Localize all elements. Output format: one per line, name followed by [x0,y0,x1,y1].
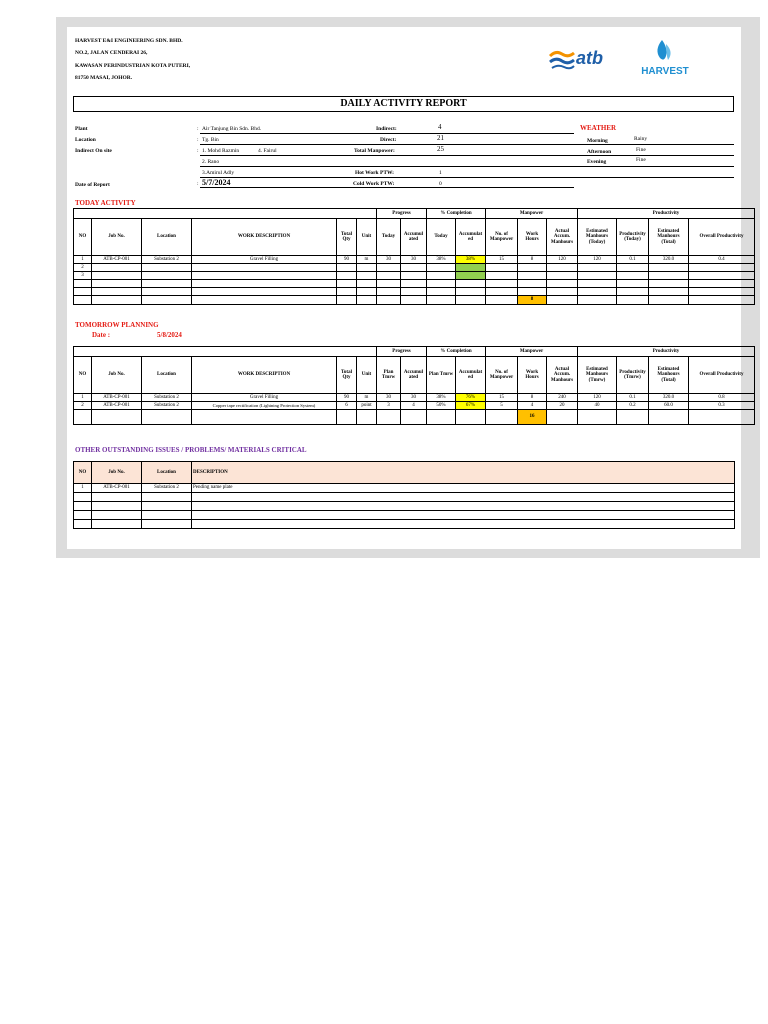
column-header: Plan Tmrw [427,357,456,394]
table-row [74,511,735,520]
company-name: HARVEST E&I ENGINEERING SDN. BHD. [75,38,183,44]
column-header: Plan Tmrw [377,357,401,394]
table-group-header-row [74,209,755,219]
weather-evening-label: Evening [587,159,607,165]
column-header: Estimated Manhours (Today) [578,219,617,256]
completion-group-header: % Completion [427,209,486,219]
progress-group-header: Progress [377,209,427,219]
column-header: Accumul ated [401,357,427,394]
location-value: Tg. Bin [202,137,219,143]
table-row [74,394,755,402]
column-header: Actual Accum. Manhours [547,219,578,256]
divider [200,155,734,156]
cold-work-ptw-label: Cold Work PTW: [353,181,395,187]
cell: ATB-CP-001 [92,256,142,264]
cell-highlighted: 76% [456,394,486,402]
cell: 1 [74,484,92,493]
indirect-name-4: 4. Fairul [258,148,277,154]
indirect-count-value: 4 [438,123,442,131]
table-header-row [74,462,735,484]
location-label: Location [75,137,96,143]
cold-work-ptw-value: 0 [439,181,442,187]
plant-value: Air Tanjung Bin Sdn. Bhd. [202,126,262,132]
cell: 15 [486,256,518,264]
cell: 3 [74,272,92,280]
cell: ATB-CP-001 [92,394,142,402]
cell: m [357,256,377,264]
cell: 8 [518,256,547,264]
column-header: NO [74,357,92,394]
indirect-onsite-label: Indirect On site [75,148,112,154]
company-address-1: NO.2, JALAN CENDERAI 26, [75,50,148,56]
indirect-count-label: Indirect: [376,126,397,132]
table-header-row [74,219,755,256]
cell: 240 [547,394,578,402]
cell-highlighted: 38% [456,256,486,264]
completion-group-header: % Completion [427,347,486,357]
column-header: Accumulat ed [456,357,486,394]
productivity-group-header: Productivity [578,209,755,219]
cell: 38% [427,394,456,402]
cell: 120 [578,256,617,264]
divider [200,177,734,178]
harvest-logo [636,38,694,78]
hot-work-ptw-value: 1 [439,170,442,176]
column-header: No. of Manpower [486,219,518,256]
divider [200,144,734,145]
total-work-hours: 8 [518,296,547,305]
cell: 30 [377,256,401,264]
cell: 30 [377,394,401,402]
table-total-row [74,410,755,425]
tomorrow-planning-heading: TOMORROW PLANNING [75,321,159,329]
column-header: NO [74,219,92,256]
indirect-name-1: 1. Mohd Razmin [202,148,240,154]
column-header: Actual Accum. Manhours [547,357,578,394]
table-row [74,502,735,511]
table-group-header-row [74,347,755,357]
table-row [74,264,755,272]
column-header: Today [427,219,456,256]
table-row [74,272,755,280]
cell: Substation 2 [142,256,192,264]
company-address-3: 81750 MASAI, JOHOR. [75,75,133,81]
table-row [74,288,755,296]
cell: m [357,394,377,402]
cell: Gravel Filling [192,256,337,264]
cell: 30 [401,394,427,402]
column-header: Unit [357,357,377,394]
cell: 2 [74,402,92,410]
atb-logo [548,44,620,74]
location-colon: : [197,137,199,143]
cell: 8 [518,394,547,402]
column-header: WORK DESCRIPTION [192,357,337,394]
report-title: DAILY ACTIVITY REPORT [73,96,734,112]
cell: 30 [401,256,427,264]
cell: 60.0 [649,402,689,410]
cell: 120 [547,256,578,264]
cell: 320.0 [649,256,689,264]
svg-text:HARVEST: HARVEST [641,66,689,77]
column-header: Overall Productivity [689,219,755,256]
column-header: NO [74,462,92,484]
column-header: Location [142,219,192,256]
column-header: Total Qty [337,219,357,256]
cell: 4 [401,402,427,410]
cell: 40 [578,402,617,410]
column-header: Work Hours [518,357,547,394]
cell-highlighted [456,272,486,280]
table-total-row [74,296,755,305]
column-header: Unit [357,219,377,256]
weather-afternoon-value: Fine [636,147,646,153]
table-row [74,493,735,502]
cell: 38% [427,256,456,264]
cell: Substation 2 [142,394,192,402]
column-header: Job No. [92,219,142,256]
cell: 0.2 [617,402,649,410]
cell: 20 [547,402,578,410]
table-row [74,402,755,410]
weather-morning-label: Morning [587,138,608,144]
cell: 90 [337,394,357,402]
cell: 2 [74,264,92,272]
column-header: Total Qty [337,357,357,394]
cell: 1 [74,256,92,264]
column-header: DESCRIPTION [192,462,735,484]
column-header: Today [377,219,401,256]
table-row [74,484,735,493]
cell: 50% [427,402,456,410]
productivity-group-header: Productivity [578,347,755,357]
divider [200,133,574,134]
weather-evening-value: Fine [636,157,646,163]
column-header: Job No. [92,462,142,484]
manpower-group-header: Manpower [486,347,578,357]
cell: 90 [337,256,357,264]
indirect-colon: : [197,148,199,154]
date-of-report-label: Date of Report [75,182,110,188]
cell: Pending name plate [192,484,735,493]
cell: 0.4 [689,256,755,264]
svg-text:atb: atb [576,48,603,68]
column-header: Accumul ated [401,219,427,256]
direct-count-label: Direct: [380,137,397,143]
weather-heading: WEATHER [580,124,617,132]
cell: ATB-CP-001 [92,402,142,410]
table-row [74,280,755,288]
cell: Gravel Filling [192,394,337,402]
column-header: Job No. [92,357,142,394]
cell: Substation 2 [142,484,192,493]
column-header: Overall Productivity [689,357,755,394]
cell: 320.0 [649,394,689,402]
cell: 15 [486,394,518,402]
cell: 4 [518,402,547,410]
plant-colon: : [197,126,199,132]
date-colon: : [197,181,199,187]
total-work-hours: 16 [518,410,547,425]
manpower-group-header: Manpower [486,209,578,219]
hot-work-ptw-label: Hot Work PTW: [355,170,395,176]
cell: 0.3 [689,402,755,410]
plant-label: Plant [75,126,88,132]
total-manpower-label: Total Manpower: [354,148,395,154]
tomorrow-planning-table [73,346,755,425]
indirect-name-3: 3.Amirul Adly [202,170,235,176]
column-header: Productivity (Tmrw) [617,357,649,394]
divider [200,166,734,167]
column-header: Work Hours [518,219,547,256]
total-manpower-value: 25 [437,145,444,153]
cell: Copper tape rectification (Lightning Protection System) [192,402,337,410]
cell: Substation 2 [142,402,192,410]
weather-morning-value: Rainy [634,136,648,142]
company-address-2: KAWASAN PERINDUSTRIAN KOTA PUTERI, [75,63,191,69]
cell: 6 [337,402,357,410]
date-of-report-value: 5/7/2024 [202,178,231,187]
tomorrow-date-label: Date : [92,331,111,339]
column-header: Estimated Manhours (Tmrw) [578,357,617,394]
column-header: WORK DESCRIPTION [192,219,337,256]
outstanding-issues-heading: OTHER OUTSTANDING ISSUES / PROBLEMS/ MATERIALS CRITICAL [75,446,307,454]
tomorrow-date-value: 5/8/2024 [157,331,182,339]
cell: ATB-CP-001 [92,484,142,493]
table-row [74,256,755,264]
table-row [74,520,735,529]
today-activity-heading: TODAY ACTIVITY [75,199,136,207]
weather-afternoon-label: Afternoon [587,149,612,155]
cell: 0.1 [617,394,649,402]
column-header: Estimated Manhours (Total) [649,219,689,256]
cell: 0.8 [689,394,755,402]
progress-group-header: Progress [377,347,427,357]
column-header: No. of Manpower [486,357,518,394]
today-activity-table [73,208,755,305]
cell-highlighted [456,264,486,272]
cell-highlighted: 67% [456,402,486,410]
direct-count-value: 21 [437,134,444,142]
column-header: Accumulat ed [456,219,486,256]
column-header: Productivity (Today) [617,219,649,256]
outstanding-issues-table [73,461,735,529]
cell: 0.1 [617,256,649,264]
cell: 3 [377,402,401,410]
column-header: Location [142,357,192,394]
cell: 120 [578,394,617,402]
cell: 1 [74,394,92,402]
column-header: Location [142,462,192,484]
indirect-name-2: 2. Rano [202,159,220,165]
cell: 5 [486,402,518,410]
column-header: Estimated Manhours (Total) [649,357,689,394]
cell: point [357,402,377,410]
table-header-row [74,357,755,394]
